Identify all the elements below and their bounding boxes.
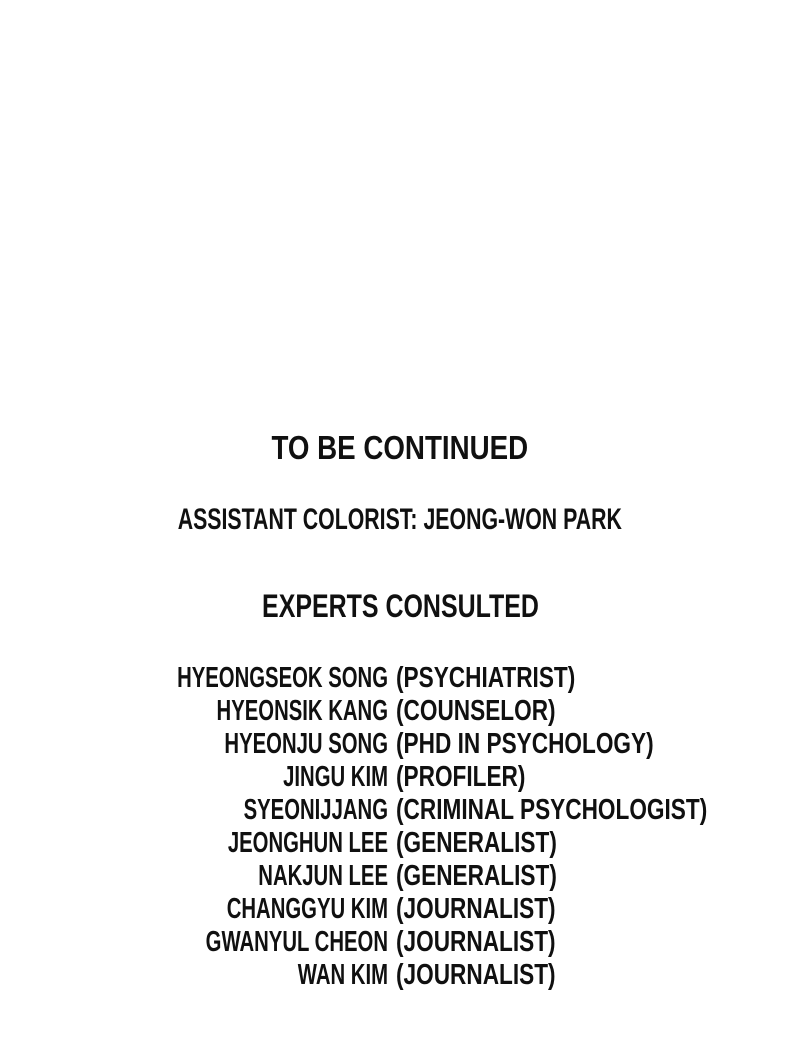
expert-name: NAKJUN LEE bbox=[258, 860, 388, 892]
expert-credit-row bbox=[0, 728, 800, 761]
expert-credit-row bbox=[0, 794, 800, 827]
expert-role: (PSYCHIATRIST) bbox=[396, 662, 576, 694]
expert-name: CHANGGYU KIM bbox=[226, 893, 388, 925]
expert-name: HYEONJU SONG bbox=[224, 728, 388, 760]
experts-consulted-heading bbox=[0, 590, 800, 622]
expert-credit-row bbox=[0, 695, 800, 728]
expert-credit-row bbox=[0, 761, 800, 794]
to-be-continued-title-text: TO BE CONTINUED bbox=[271, 429, 529, 466]
expert-name: SYEONIJJANG bbox=[243, 794, 388, 826]
to-be-continued-title bbox=[0, 431, 800, 464]
expert-credit-row bbox=[0, 926, 800, 959]
expert-credit-row bbox=[0, 959, 800, 992]
expert-name: GWANYUL CHEON bbox=[205, 926, 388, 958]
expert-role: (PROFILER) bbox=[396, 761, 526, 793]
expert-credit-row bbox=[0, 827, 800, 860]
expert-name: HYEONSIK KANG bbox=[216, 695, 388, 727]
experts-list bbox=[0, 662, 800, 992]
expert-name: JINGU KIM bbox=[283, 761, 388, 793]
expert-role: (CRIMINAL PSYCHOLOGIST) bbox=[396, 794, 708, 826]
expert-role: (GENERALIST) bbox=[396, 827, 557, 859]
expert-credit-row bbox=[0, 893, 800, 926]
expert-credit-row bbox=[0, 860, 800, 893]
expert-role: (PHD IN PSYCHOLOGY) bbox=[396, 728, 654, 760]
expert-role: (GENERALIST) bbox=[396, 860, 557, 892]
expert-role: (COUNSELOR) bbox=[396, 695, 556, 727]
expert-name: JEONGHUN LEE bbox=[227, 827, 388, 859]
expert-credit-row bbox=[0, 662, 800, 695]
assistant-colorist-text: ASSISTANT COLORIST: JEONG-WON PARK bbox=[177, 503, 623, 536]
assistant-colorist-line bbox=[0, 505, 800, 535]
expert-role: (JOURNALIST) bbox=[396, 959, 556, 991]
experts-consulted-heading-text: EXPERTS CONSULTED bbox=[261, 588, 539, 624]
expert-role: (JOURNALIST) bbox=[396, 893, 556, 925]
expert-role: (JOURNALIST) bbox=[396, 926, 556, 958]
expert-name: HYEONGSEOK SONG bbox=[177, 662, 388, 694]
expert-name: WAN KIM bbox=[297, 959, 388, 991]
